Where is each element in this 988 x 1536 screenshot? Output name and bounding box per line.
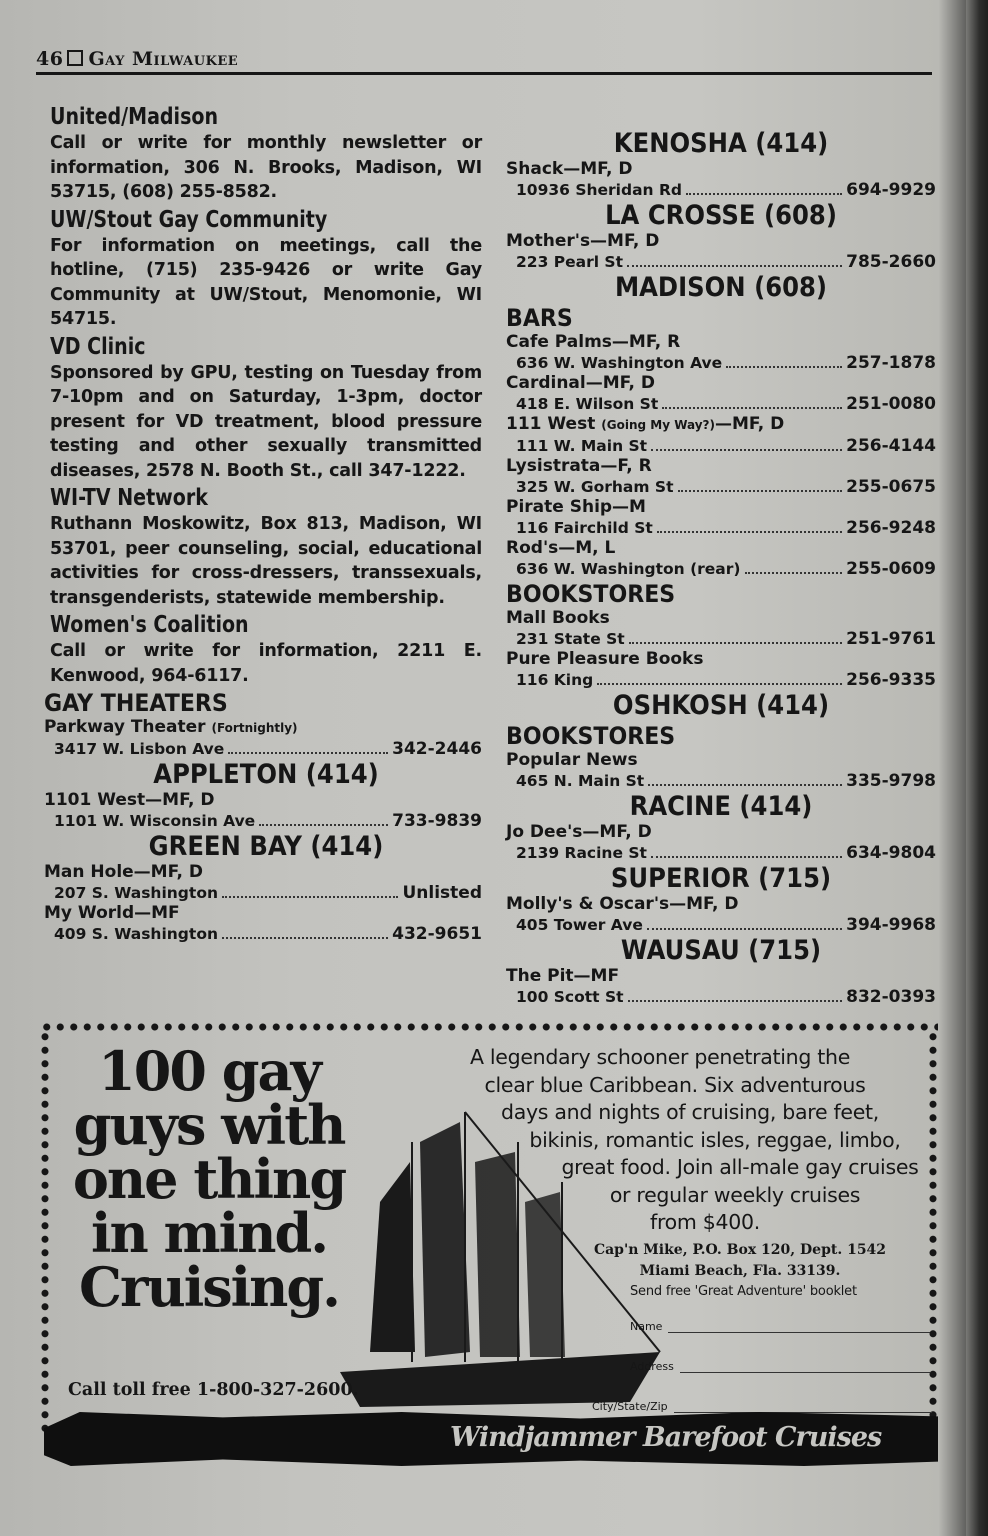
venue-address: 100 Scott St: [516, 988, 624, 1006]
ad-booklet-offer: Send free 'Great Adventure' booklet: [630, 1284, 857, 1299]
publication-name: Gay Milwaukee: [88, 48, 239, 70]
venue-phone: 251-0080: [846, 394, 936, 414]
leader-dots: [259, 824, 388, 826]
venue-name: Shack—MF, D: [506, 159, 633, 179]
venue-name: 1101 West—MF, D: [44, 790, 215, 810]
listing-title: United/Madison: [50, 104, 219, 130]
venue-phone: 257-1878: [846, 353, 936, 373]
ad-copy: [400, 1044, 920, 1237]
leader-dots: [597, 683, 842, 685]
venue-name: My World—MF: [44, 903, 180, 923]
venue-name: Rod's—M, L: [506, 538, 616, 558]
ad-copy-line: clear blue Caribbean. Six adventurous: [484, 1072, 866, 1097]
listing-uw-stout: [50, 207, 482, 332]
venue-address-row: [506, 394, 936, 414]
city-superior: SUPERIOR (715): [610, 863, 832, 894]
venue-address: 2139 Racine St: [516, 844, 647, 862]
listing-womens-coalition: [50, 612, 482, 688]
gay-theaters-heading: GAY THEATERS: [44, 689, 228, 717]
venue-phone: 832-0393: [846, 987, 936, 1007]
venue-name: Pure Pleasure Books: [506, 649, 704, 669]
headline-line: Cruising.: [79, 1255, 339, 1319]
leader-dots: [651, 856, 842, 858]
venue-address: 207 S. Washington: [54, 884, 218, 902]
listing-body: Call or write for information, 2211 E. Kenwood, 964-6117.: [50, 641, 482, 686]
leader-dots: [648, 784, 842, 786]
venue-address: 231 State St: [516, 630, 625, 648]
cruise-advertisement: [40, 1022, 938, 1502]
venue-address-row: [506, 518, 936, 538]
venue-address: 116 Fairchild St: [516, 519, 653, 537]
venue-address-row: [506, 436, 936, 456]
venue-phone: 342-2446: [392, 739, 482, 759]
venue-label: Parkway Theater: [44, 717, 206, 737]
venue-phone: 256-9248: [846, 518, 936, 538]
ad-toll-free: Call toll free 1-800-327-2600.: [68, 1380, 359, 1400]
venue-name: Popular News: [506, 750, 638, 770]
city-green-bay: GREEN BAY (414): [148, 831, 384, 862]
listing-title: Women's Coalition: [50, 612, 249, 638]
venue-label: 111 West: [506, 414, 596, 434]
venue-address: 10936 Sheridan Rd: [516, 181, 683, 199]
headline-line: guys with: [73, 1093, 345, 1157]
ad-address-line: Cap'n Mike, P.O. Box 120, Dept. 1542: [593, 1242, 887, 1258]
venue-address-row: [44, 924, 482, 944]
leader-dots: [647, 928, 842, 930]
leader-dots: [657, 531, 842, 533]
oshkosh-bookstores-heading: BOOKSTORES: [506, 722, 676, 750]
header-square-icon: [67, 50, 83, 66]
listing-vd-clinic: [50, 334, 482, 484]
header-rule: [36, 72, 932, 75]
ad-copy-line: from $400.: [650, 1210, 760, 1234]
listing-title: UW/Stout Gay Community: [50, 206, 328, 233]
venue-address-row: [506, 915, 936, 935]
city-madison: MADISON (608): [614, 272, 828, 303]
venue-address-row: [506, 670, 936, 690]
venue-phone: 785-2660: [846, 252, 936, 272]
venue-name: Pirate Ship—M: [506, 497, 646, 517]
leader-dots: [745, 572, 843, 574]
ad-copy-line: bikinis, romantic isles, reggae, limbo,: [529, 1127, 901, 1152]
venue-name: [506, 414, 936, 436]
listing-body: Call or write for monthly newsletter or information, 306 N. Brooks, Madison, WI 53715, (608) 255-8582.: [50, 133, 482, 202]
venue-address: 636 W. Washington (rear): [516, 560, 741, 578]
leader-dots: [222, 937, 388, 939]
listing-title: WI-TV Network: [50, 485, 208, 511]
venue-address: 3417 W. Lisbon Ave: [54, 740, 225, 758]
ad-copy-line: days and nights of cruising, bare feet,: [501, 1100, 879, 1124]
venue-name: Molly's & Oscar's—MF, D: [506, 894, 739, 914]
madison-bookstores-heading: BOOKSTORES: [506, 580, 676, 608]
city-kenosha: KENOSHA (414): [613, 128, 829, 159]
venue-address-row: [506, 987, 936, 1007]
venue-address: 111 W. Main St: [516, 437, 648, 455]
address-field[interactable]: [630, 1360, 930, 1373]
venue-phone: 256-4144: [846, 436, 936, 456]
venue-address-row: [506, 353, 936, 373]
venue-address: 405 Tower Ave: [516, 916, 643, 934]
venue-address: 1101 W. Wisconsin Ave: [54, 812, 256, 830]
listing-wi-tv: [50, 485, 482, 610]
leader-dots: [228, 752, 388, 754]
venue-name: Lysistrata—F, R: [506, 456, 652, 476]
leader-dots: [651, 449, 842, 451]
green-bay-entries: [44, 862, 482, 944]
leader-dots: [627, 265, 842, 267]
ad-copy-line: great food. Join all-male gay cruises: [561, 1155, 919, 1179]
venue-phone: 733-9839: [392, 811, 482, 831]
venue-address-row: [506, 252, 936, 272]
venue-address-row: [44, 883, 482, 903]
ad-dotted-border-top: [40, 1022, 938, 1032]
left-column: [44, 104, 482, 944]
address-field-line[interactable]: [680, 1372, 930, 1373]
venue-phone: 694-9929: [846, 180, 936, 200]
gay-theaters-entry: [44, 717, 482, 759]
venue-name: Jo Dee's—MF, D: [506, 822, 652, 842]
venue-name: Mother's—MF, D: [506, 231, 660, 251]
venue-note: (Going My Way?): [601, 418, 715, 432]
ad-address-line: Miami Beach, Fla. 33139.: [639, 1263, 841, 1279]
venue-address: 418 E. Wilson St: [516, 395, 659, 413]
venue-name: The Pit—MF: [506, 966, 620, 986]
listing-united-madison: [50, 104, 482, 205]
venue-name: Cafe Palms—MF, R: [506, 332, 681, 352]
venue-phone: 394-9968: [846, 915, 936, 935]
leader-dots: [662, 407, 842, 409]
name-field[interactable]: [630, 1320, 930, 1333]
city-wausau: WAUSAU (715): [620, 935, 822, 966]
venue-address-row: [506, 771, 936, 791]
listing-body: Ruthann Moskowitz, Box 813, Madison, WI 53701, peer counseling, social, educational activities for cross-dressers, transsexuals, transgenderists, statewide membership.: [50, 514, 482, 608]
venue-name: Mall Books: [506, 608, 610, 628]
venue-address-row: [44, 811, 482, 831]
name-field-line[interactable]: [668, 1332, 930, 1333]
madison-bars-heading: BARS: [506, 304, 573, 332]
venue-address: 223 Pearl St: [516, 253, 624, 271]
venue-name: Cardinal—MF, D: [506, 373, 656, 393]
venue-address-row: [506, 559, 936, 579]
page-number: 46: [36, 48, 64, 70]
headline-line: 100 gay: [98, 1039, 320, 1103]
leader-dots: [222, 896, 398, 898]
headline-line: in mind.: [90, 1201, 328, 1265]
ad-copy-line: or regular weekly cruises: [609, 1182, 861, 1207]
city-field-line[interactable]: [674, 1412, 932, 1413]
address-field-label: Address: [630, 1360, 674, 1373]
city-field-label: City/State/Zip: [592, 1400, 668, 1413]
headline-line: one thing: [72, 1147, 346, 1211]
venue-phone: 634-9804: [846, 843, 936, 863]
venue-phone: 255-0609: [846, 559, 936, 579]
venue-phone: 255-0675: [846, 477, 936, 497]
leader-dots: [629, 642, 842, 644]
venue-address-row: [506, 629, 936, 649]
city-oshkosh: OSHKOSH (414): [612, 690, 830, 721]
leader-dots: [686, 193, 842, 195]
ad-brand-name: Windjammer Barefoot Cruises: [450, 1422, 882, 1453]
listing-title: VD Clinic: [50, 333, 146, 360]
leader-dots: [628, 1000, 843, 1002]
name-field-label: Name: [630, 1320, 663, 1333]
ad-copy-line: A legendary schooner penetrating the: [469, 1045, 851, 1069]
page-edge-shadow: [966, 0, 988, 1536]
city-state-zip-field[interactable]: [592, 1400, 932, 1413]
leader-dots: [678, 490, 843, 492]
ad-mailing-address: [560, 1240, 920, 1282]
venue-phone: 335-9798: [846, 771, 936, 791]
listing-body: Sponsored by GPU, testing on Tuesday from 7-10pm and on Saturday, 1-3pm, doctor present for VD treatment, blood pressure testing and other sexually transmitted diseases, 2578 N. Booth St., call 347-1222.: [50, 362, 482, 481]
ad-dotted-border-left: [40, 1030, 50, 1432]
right-column: [506, 128, 936, 1007]
venue-name: [44, 717, 482, 739]
page-header: [36, 48, 238, 70]
city-racine: RACINE (414): [629, 791, 813, 822]
venue-address: 116 King: [516, 671, 594, 689]
city-appleton: APPLETON (414): [153, 759, 379, 790]
venue-address-row: [506, 180, 936, 200]
venue-address: 636 W. Washington Ave: [516, 354, 723, 372]
venue-address: 465 N. Main St: [516, 772, 645, 790]
venue-phone: 256-9335: [846, 670, 936, 690]
venue-tags: —MF, D: [715, 414, 785, 434]
ad-headline: [64, 1039, 354, 1319]
venue-address-row: [506, 843, 936, 863]
listing-body: For information on meetings, call the hotline, (715) 235-9426 or write Gay Community at UW/Stout, Menomonie, WI 54715.: [50, 235, 482, 329]
venue-address-row: [506, 477, 936, 497]
venue-address-row: [44, 739, 482, 759]
venue-address: 409 S. Washington: [54, 925, 218, 943]
venue-phone: 251-9761: [846, 629, 936, 649]
leader-dots: [726, 366, 842, 368]
city-la-crosse: LA CROSSE (608): [605, 200, 837, 231]
venue-name: Man Hole—MF, D: [44, 862, 203, 882]
venue-note: (Fortnightly): [211, 721, 298, 735]
venue-phone: 432-9651: [392, 924, 482, 944]
appleton-entry: [44, 790, 482, 831]
venue-phone: Unlisted: [402, 883, 482, 903]
venue-address: 325 W. Gorham St: [516, 478, 674, 496]
